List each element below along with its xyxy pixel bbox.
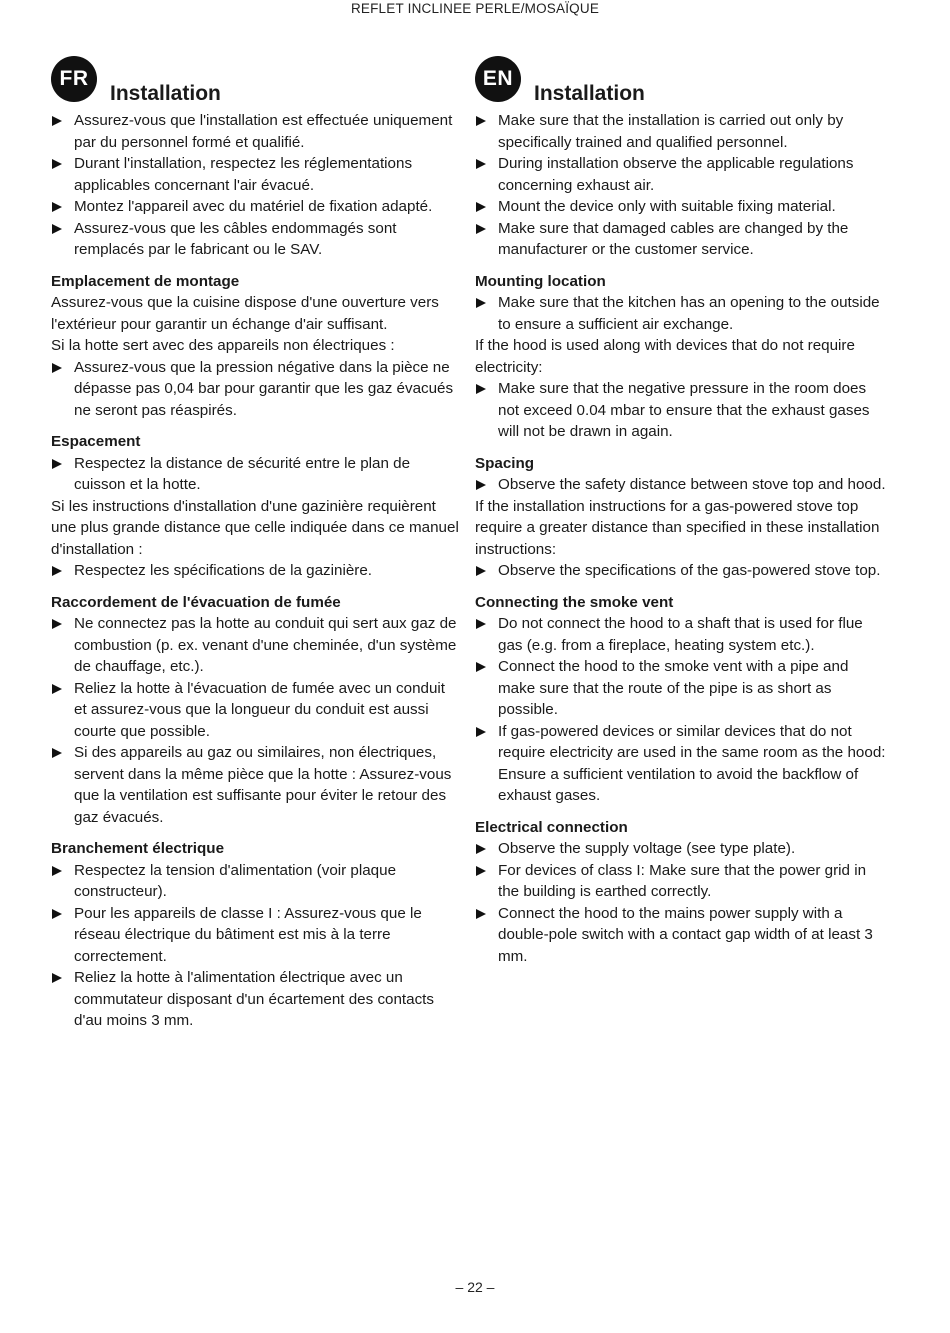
subsection-title-spacing: Espacement: [51, 433, 141, 450]
spacing-list: [475, 474, 887, 496]
list-item: If gas-powered devices or similar devices that do not require electricity are used in the same room as the hood: Ensure a sufficient ventilation to avoid the backflow of exhaust gases.: [475, 721, 887, 807]
spacing-list-2: [51, 560, 459, 582]
list-item: Observe the supply voltage (see type plate).: [475, 838, 887, 860]
bullet-arrow-icon: [52, 159, 62, 169]
list-item: Connect the hood to the mains power supply with a double-pole switch with a contact gap width of at least 3 mm.: [475, 903, 887, 968]
bullet-arrow-icon: [476, 298, 486, 308]
bullet-arrow-icon: [476, 909, 486, 919]
list-item: Respectez les spécifications de la gazinière.: [51, 560, 459, 582]
bullet-arrow-icon: [52, 748, 62, 758]
list-item: Respectez la tension d'alimentation (voir plaque constructeur).: [51, 860, 459, 903]
mounting-list: [475, 292, 887, 335]
bullet-arrow-icon: [52, 224, 62, 234]
subsection-title-electrical: Branchement électrique: [51, 840, 225, 857]
list-item: Make sure that the negative pressure in the room does not exceed 0.04 mbar to ensure that the exhaust gases will not be drawn in again.: [475, 378, 887, 443]
intro-list: [51, 110, 459, 261]
list-item: Make sure that damaged cables are changed by the manufacturer or the customer service.: [475, 218, 887, 261]
bullet-arrow-icon: [52, 684, 62, 694]
list-item: Si des appareils au gaz ou similaires, non électriques, servent dans la même pièce que la hotte : Assurez-vous que la ventilation est suffisante pour éviter le retour des gaz évacués.: [51, 742, 459, 828]
english-heading: [475, 56, 887, 108]
subsection-title-smoke-vent: Connecting the smoke vent: [475, 593, 674, 611]
bullet-arrow-icon: [476, 224, 486, 234]
list-item: Montez l'appareil avec du matériel de fixation adapté.: [51, 196, 459, 218]
language-badge-en: EN: [475, 56, 521, 102]
list-item: Do not connect the hood to a shaft that is used for flue gas (e.g. from a fireplace, heating system etc.).: [475, 613, 887, 656]
bullet-arrow-icon: [52, 909, 62, 919]
bullet-arrow-icon: [476, 844, 486, 854]
subsection-title-electrical: Electrical connection: [475, 818, 628, 836]
bullet-arrow-icon: [476, 662, 486, 672]
french-heading: [51, 56, 459, 108]
bullet-arrow-icon: [476, 619, 486, 629]
subsection-title-smoke-vent: Raccordement de l'évacuation de fumée: [51, 593, 341, 611]
list-item: Assurez-vous que l'installation est effectuée uniquement par du personnel formé et qualifié.: [51, 110, 459, 153]
list-item: Observe the safety distance between stove top and hood.: [475, 474, 887, 496]
paragraph: Si la hotte sert avec des appareils non électriques :: [51, 337, 395, 354]
bullet-arrow-icon: [52, 566, 62, 576]
mounting-list: [51, 357, 459, 422]
paragraph: If the installation instructions for a gas-powered stove top require a greater distance than specified in these installation instructions:: [475, 497, 880, 558]
smoke-list: [475, 613, 887, 807]
section-title-installation: Installation: [534, 82, 645, 105]
list-item: Assurez-vous que les câbles endommagés sont remplacés par le fabricant ou le SAV.: [51, 218, 459, 261]
bullet-arrow-icon: [52, 619, 62, 629]
bullet-arrow-icon: [52, 459, 62, 469]
bullet-arrow-icon: [476, 116, 486, 126]
bullet-arrow-icon: [52, 866, 62, 876]
list-item: Reliez la hotte à l'évacuation de fumée avec un conduit et assurez-vous que la longueur du conduit est aussi courte que possible.: [51, 678, 459, 743]
list-item: Assurez-vous que la pression négative dans la pièce ne dépasse pas 0,04 bar pour garantir que les gaz évacués ne seront pas réaspirés.: [51, 357, 459, 422]
list-item: Reliez la hotte à l'alimentation électrique avec un commutateur disposant d'un écartement des contacts d'au moins 3 mm.: [51, 967, 459, 1032]
subsection-title-mounting: Emplacement de montage: [51, 272, 240, 290]
list-item: For devices of class I: Make sure that the power grid in the building is earthed correctly.: [475, 860, 887, 903]
bullet-arrow-icon: [476, 384, 486, 394]
bullet-arrow-icon: [476, 866, 486, 876]
bullet-arrow-icon: [476, 159, 486, 169]
page-number: – 22 –: [455, 1279, 495, 1295]
list-item: Respectez la distance de sécurité entre le plan de cuisson et la hotte.: [51, 453, 459, 496]
spacing-list-2: [475, 560, 887, 582]
bullet-arrow-icon: [476, 480, 486, 490]
list-item: During installation observe the applicable regulations concerning exhaust air.: [475, 153, 887, 196]
english-column: [475, 56, 887, 967]
smoke-list: [51, 613, 459, 828]
section-title-installation: Installation: [110, 82, 221, 105]
bullet-arrow-icon: [476, 727, 486, 737]
list-item: Observe the specifications of the gas-powered stove top.: [475, 560, 887, 582]
list-item: Durant l'installation, respectez les réglementations applicables concernant l'air évacué.: [51, 153, 459, 196]
list-item: Make sure that the installation is carried out only by specifically trained and qualified personnel.: [475, 110, 887, 153]
french-column: [51, 56, 459, 1032]
language-badge-fr: FR: [51, 56, 97, 102]
list-item: Ne connectez pas la hotte au conduit qui sert aux gaz de combustion (p. ex. venant d'une cheminée, d'un système de chauffage, etc.).: [51, 613, 459, 678]
mounting-list-2: [475, 378, 887, 443]
paragraph: Si les instructions d'installation d'une gazinière requièrent une plus grande distance que celle indiquée dans ce manuel d'installation :: [51, 497, 459, 558]
bullet-arrow-icon: [476, 566, 486, 576]
page-header: REFLET INCLINEE PERLE/MOSAÏQUE: [350, 1, 600, 16]
paragraph: Assurez-vous que la cuisine dispose d'une ouverture vers l'extérieur pour garantir un échange d'air suffisant.: [51, 294, 439, 333]
bullet-arrow-icon: [52, 116, 62, 126]
paragraph: If the hood is used along with devices that do not require electricity:: [475, 337, 855, 376]
list-item: Mount the device only with suitable fixing material.: [475, 196, 887, 218]
bullet-arrow-icon: [52, 363, 62, 373]
subsection-title-mounting: Mounting location: [475, 272, 606, 290]
list-item: Pour les appareils de classe I : Assurez-vous que le réseau électrique du bâtiment est mis à la terre correctement.: [51, 903, 459, 968]
spacing-list: [51, 453, 459, 496]
bullet-arrow-icon: [52, 202, 62, 212]
bullet-arrow-icon: [52, 973, 62, 983]
electrical-list: [475, 838, 887, 967]
bullet-arrow-icon: [476, 202, 486, 212]
intro-list: [475, 110, 887, 261]
subsection-title-spacing: Spacing: [475, 454, 535, 472]
list-item: Connect the hood to the smoke vent with a pipe and make sure that the route of the pipe is as short as possible.: [475, 656, 887, 721]
electrical-list: [51, 860, 459, 1032]
list-item: Make sure that the kitchen has an opening to the outside to ensure a sufficient air exchange.: [475, 292, 887, 335]
